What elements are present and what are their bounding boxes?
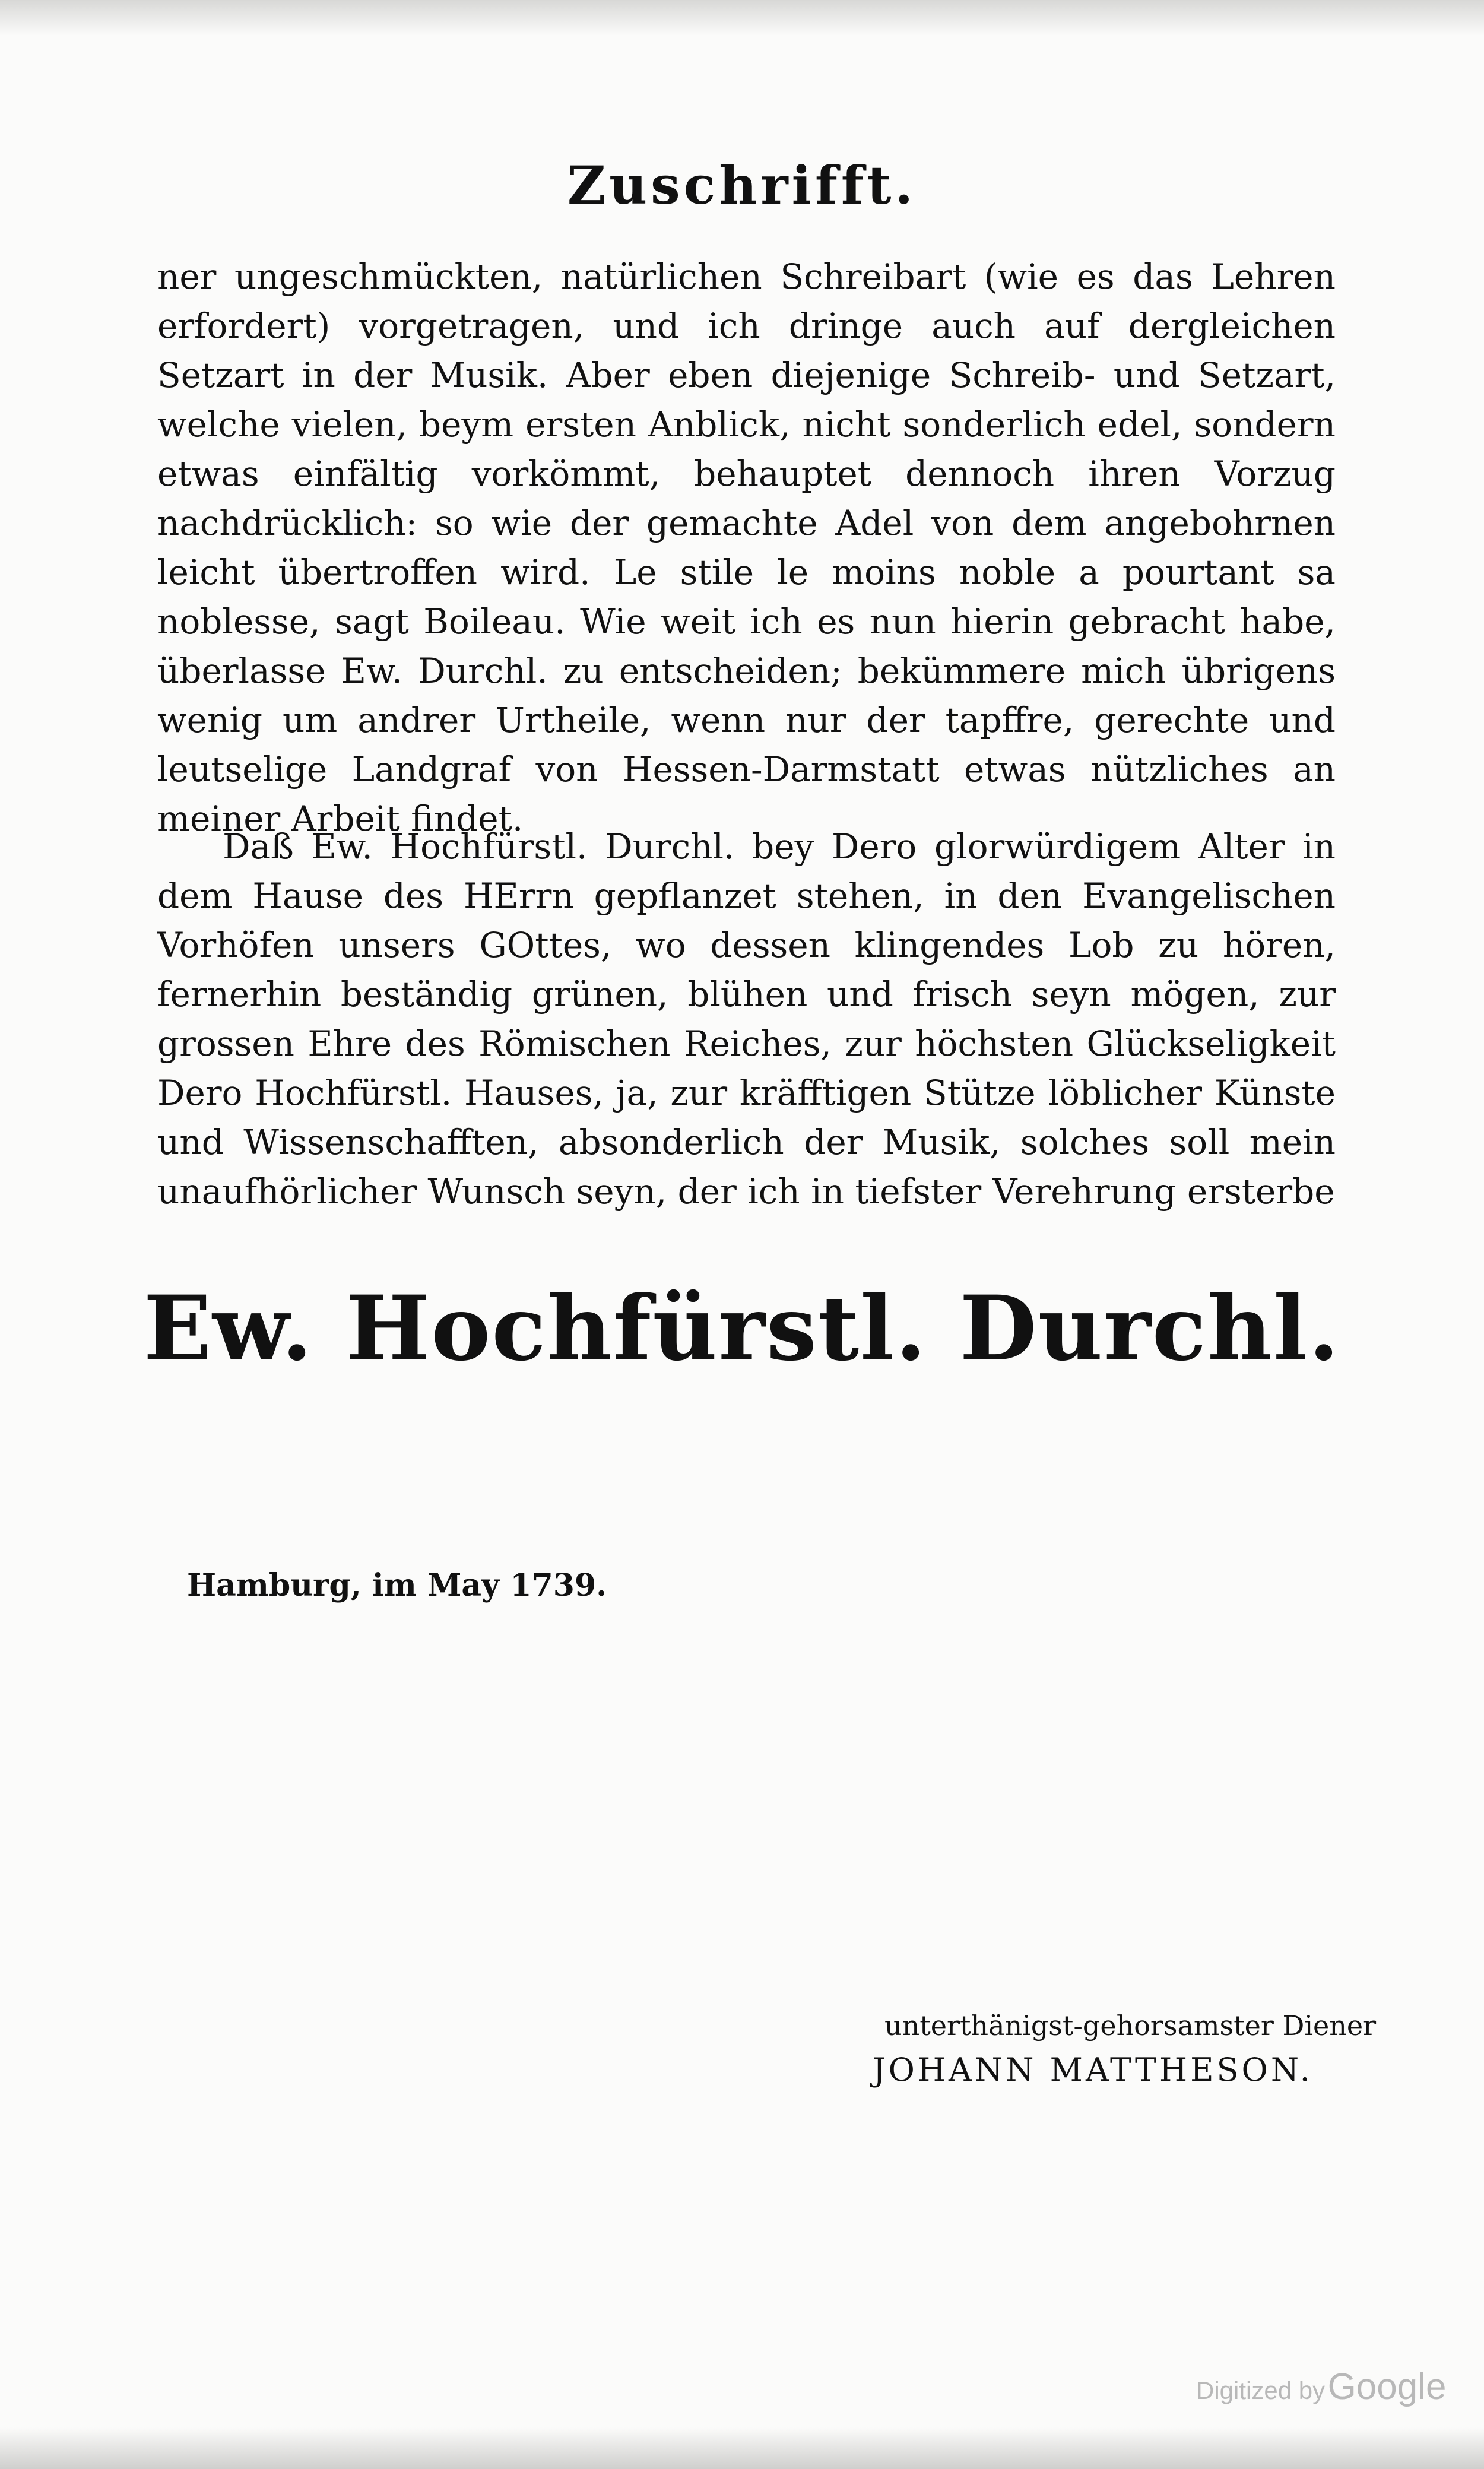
page-header: Zuschrifft. — [567, 154, 917, 216]
signature-name: JOHANN MATTHESON. — [873, 2051, 1313, 2088]
paragraph-1: ner ungeschmückten, natürlichen Schreibart (wie es das Lehren erfordert) vorgetragen, und ich dringe auch auf dergleichen Setzart in der Musik. Aber eben diejenige Schreib- und Setzart, welche vielen, beym ersten Anblick, nicht sonderlich edel, sondern etwas einfältig vorkömmt, behauptet dennoch ihren Vorzug nachdrücklich: so wie der gemachte Adel von dem angebohrnen leicht übertroffen wird. Le stile le moins noble a pourtant sa noblesse, sagt Boileau. Wie weit ich es nun hierin gebracht habe, überlasse Ew. Durchl. zu entscheiden; bekümmere mich übrigens wenig um andrer Urtheile, wenn nur der tapffre, gerechte und leutselige Landgraf von Hessen-Darmstatt etwas nützliches an meiner Arbeit findet. — [157, 256, 1336, 839]
page-edge-bottom — [0, 2427, 1484, 2469]
paragraph-2: Daß Ew. Hochfürstl. Durchl. bey Dero glorwürdigem Alter in dem Hause des HErrn gepflanzet stehen, in den Evangelischen Vorhöfen unsers GOttes, wo dessen klingendes Lob zu hören, fernerhin beständig grünen, blühen und frisch seyn mögen, zur grossen Ehre des Römischen Reiches, zur höchsten Glückseligkeit Dero Hochfürstl. Hauses, ja, zur kräfftigen Stütze löblicher Künste und Wissenschafften, absonderlich der Musik, solches soll mein unaufhörlicher Wunsch seyn, der ich in tiefster Verehrung ersterbe — [157, 826, 1336, 1212]
watermark-prefix: Digitized by — [1196, 2376, 1326, 2404]
signature-title: unterthänigst-gehorsamster Diener — [884, 2010, 1377, 2042]
closing-salutation: Ew. Hochfürstl. Durchl. — [143, 1276, 1341, 1381]
digitized-watermark — [1196, 2366, 1447, 2408]
place-date: Hamburg, im May 1739. — [187, 1567, 607, 1603]
watermark-brand: Google — [1327, 2366, 1447, 2407]
page-edge-top — [0, 0, 1484, 36]
